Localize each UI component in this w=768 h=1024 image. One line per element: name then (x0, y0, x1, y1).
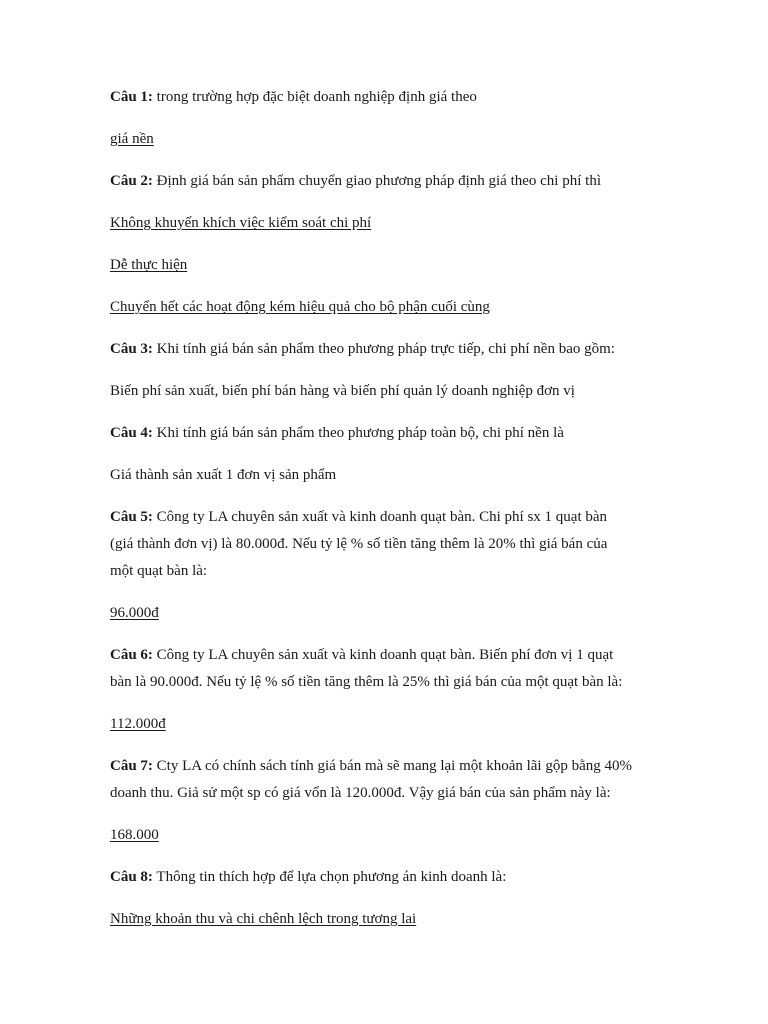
question-text-line: (giá thành đơn vị) là 80.000đ. Nếu tỷ lệ % số tiền tăng thêm là 20% thì giá bán của (110, 536, 608, 552)
question-text-line: doanh thu. Giả sử một sp có giá vốn là 120.000đ. Vậy giá bán của sản phẩm này là: (110, 785, 611, 801)
answer-8: Những khoản thu và chi chênh lệch trong tương lai (110, 911, 417, 927)
answer-1: giá nền (110, 131, 154, 147)
answer-6: 112.000đ (110, 716, 166, 732)
question-7 (110, 757, 632, 775)
question-text: Khi tính giá bán sản phẩm theo phương pháp trực tiếp, chi phí nền bao gồm: (156, 341, 615, 357)
answer-3: Biến phí sản xuất, biến phí bán hàng và biến phí quản lý doanh nghiệp đơn vị (110, 383, 575, 399)
question-text: trong trường hợp đặc biệt doanh nghiệp định giá theo (156, 89, 477, 105)
question-label: Câu 8: (110, 869, 153, 885)
answer-2c: Chuyển hết các hoạt động kém hiệu quả cho bộ phận cuối cùng (110, 299, 490, 315)
answer-5: 96.000đ (110, 605, 159, 621)
question-1 (110, 88, 477, 106)
question-text-line: bàn là 90.000đ. Nếu tỷ lệ % số tiền tăng thêm là 25% thì giá bán của một quạt bàn là: (110, 674, 623, 690)
question-label: Câu 7: (110, 758, 153, 774)
question-text-line: một quạt bàn là: (110, 563, 208, 579)
question-text-line: Cty LA có chính sách tính giá bán mà sẽ mang lại một khoản lãi gộp bằng 40% (156, 758, 632, 774)
question-label: Câu 3: (110, 341, 153, 357)
question-4 (110, 424, 564, 442)
question-label: Câu 1: (110, 89, 153, 105)
question-8 (110, 868, 506, 886)
question-text: Khi tính giá bán sản phẩm theo phương pháp toàn bộ, chi phí nền là (156, 425, 564, 441)
question-label: Câu 5: (110, 509, 153, 525)
question-label: Câu 6: (110, 647, 153, 663)
question-5 (110, 508, 607, 526)
question-text: Thông tin thích hợp để lựa chọn phương án kinh doanh là: (156, 869, 507, 885)
question-label: Câu 4: (110, 425, 153, 441)
answer-2b: Dễ thực hiện (110, 257, 188, 273)
question-text-line: Công ty LA chuyên sản xuất và kinh doanh quạt bàn. Biến phí đơn vị 1 quạt (156, 647, 614, 663)
question-label: Câu 2: (110, 173, 153, 189)
question-text: Định giá bán sản phẩm chuyển giao phương pháp định giá theo chi phí thì (156, 173, 601, 189)
answer-2a: Không khuyến khích việc kiểm soát chi phí (110, 215, 372, 231)
question-3 (110, 340, 615, 358)
question-6 (110, 646, 613, 664)
question-text-line: Công ty LA chuyên sản xuất và kinh doanh quạt bàn. Chi phí sx 1 quạt bàn (156, 509, 608, 525)
answer-7: 168.000 (110, 827, 159, 843)
answer-4: Giá thành sản xuất 1 đơn vị sản phẩm (110, 467, 337, 483)
question-2 (110, 172, 601, 190)
